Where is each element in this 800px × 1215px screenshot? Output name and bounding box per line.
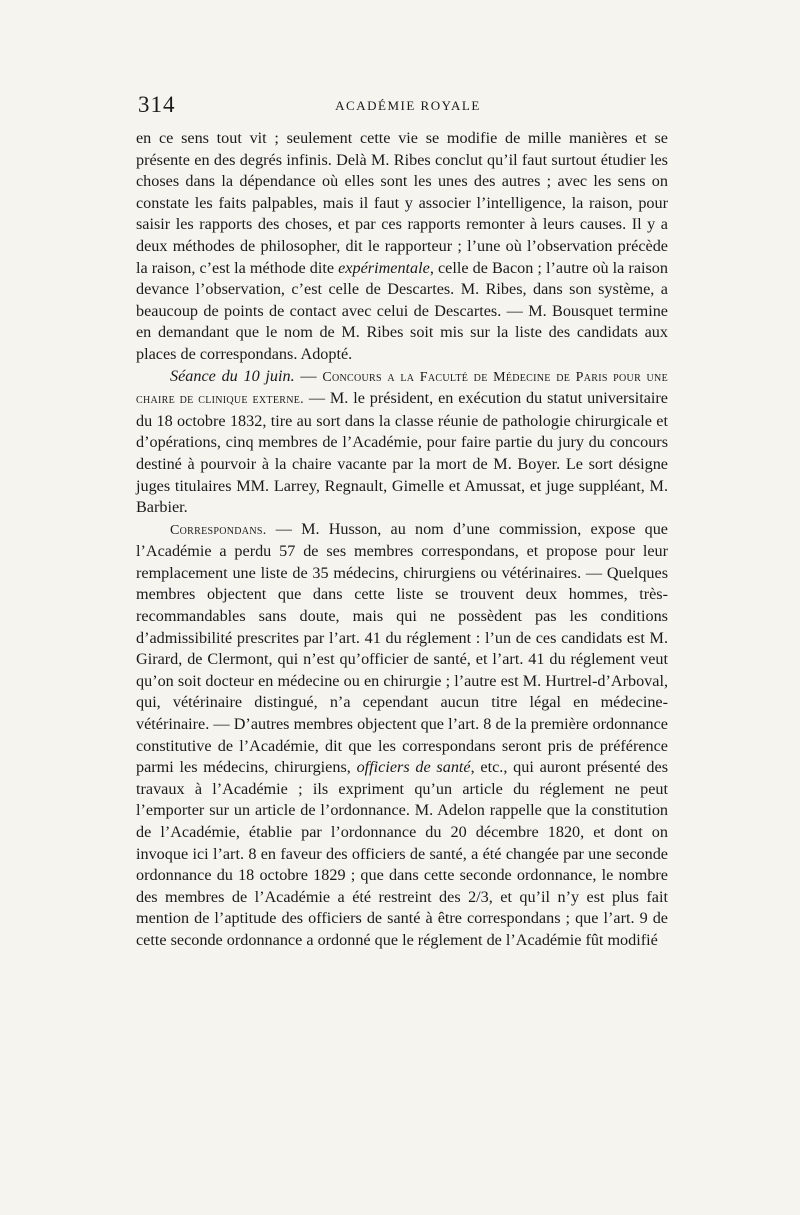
italic-term: expérimentale bbox=[338, 258, 430, 277]
paragraph-text: en ce sens tout vit ; seulement cette vie se modifie de mille manières et se présente en des degrés infinis. Delà M. Ribes conclut qu’il faut surtout étudier les choses dans la dépendance où elles sont les unes des autres ; avec les sens on constate les faits palpables, mais il faut y associer l’intelligence, la raison, pour saisir les rapports des choses, et par ces rapports remonter à leurs causes. Il y a deux méthodes de philosopher, dit le rapporteur ; l’une où l’observation précède la raison, c’est la méthode dite bbox=[136, 129, 668, 277]
dash: — bbox=[294, 366, 323, 385]
body-text bbox=[136, 128, 668, 952]
page-number: 314 bbox=[138, 92, 176, 117]
paragraph-session-june bbox=[136, 366, 668, 519]
section-heading: Concours a la Faculté de Médecine de Paris pour une chaire de clinique externe. bbox=[136, 369, 668, 408]
paragraph-text: — M. Husson, au nom d’une commission, expose que l’Académie a perdu 57 de ses membres correspondans, et propose pour leur remplacement une liste de 35 médecins, chirurgiens ou vétérinaires. — Quelques membres objectent que dans cette liste se trouvent deux hommes, très-recommandables sans doute, mais qui ne possèdent pas les conditions d’admissibilité prescrites par l’art. 41 du réglement : l’un de ces candidats est M. Girard, de Clermont, qui n’est qu’officier de santé, et l’art. 41 du réglement veut qu’on soit docteur en médecine ou en chirurgie ; l’autre est M. Hurtrel-d’Arboval, qui, vétérinaire distingué, n’a cependant aucun titre légal en médecine-vétérinaire. — D’autres membres objectent que l’art. 8 de la première ordonnance constitutive de l’Académie, dit que les correspondans seront pris de préférence parmi les médecins, chirurgiens, bbox=[136, 519, 668, 777]
paragraph-text: — M. le président, en exécution du statut universitaire du 18 octobre 1832, tire au sort dans la classe réunie de pathologie chirurgicale et d’opérations, cinq membres de l’Académie, pour faire partie du jury du concours destiné à pourvoir à la chaire vacante par la mort de M. Boyer. Le sort désigne juges titulaires MM. Larrey, Regnault, Gimelle et Amussat, et juge suppléant, M. Barbier. bbox=[136, 389, 668, 517]
page-header bbox=[138, 92, 668, 122]
section-heading: Correspondans. bbox=[170, 522, 267, 538]
paragraph-ribes-report bbox=[136, 128, 668, 366]
paragraph-correspondans bbox=[136, 519, 668, 952]
paragraph-text: , etc., qui auront présenté des travaux à l’Académie ; ils expriment qu’un article du réglement ne peut l’emporter sur un article de l’ordonnance. M. Adelon rappelle que la constitution de l’Académie, établie par l’ordonnance du 20 décembre 1820, et dont on invoque ici l’art. 8 en faveur des officiers de santé, a été changée par une seconde ordonnance du 18 octobre 1829 ; que dans cette seconde ordonnance, le nombre des membres de l’Académie a été restreint des 2/3, et qu’il n’y est plus fait mention de l’aptitude des officiers de santé à être correspondans ; que l’art. 9 de cette seconde ordonnance a ordonné que le réglement de l’Académie fût modifié bbox=[136, 758, 668, 949]
italic-term: officiers de santé bbox=[356, 758, 471, 777]
running-head: ACADÉMIE ROYALE bbox=[335, 98, 481, 113]
session-date: Séance du 10 juin. bbox=[170, 366, 295, 385]
paragraph-text: , celle de Bacon ; l’autre où la raison devance l’observation, c’est celle de Descartes. M. Ribes, dans son système, a beaucoup de points de contact avec celui de Descartes. — M. Bousquet termine en demandant que le nom de M. Ribes soit mis sur la liste des candidats aux places de correspondans. Adopté. bbox=[136, 258, 668, 363]
